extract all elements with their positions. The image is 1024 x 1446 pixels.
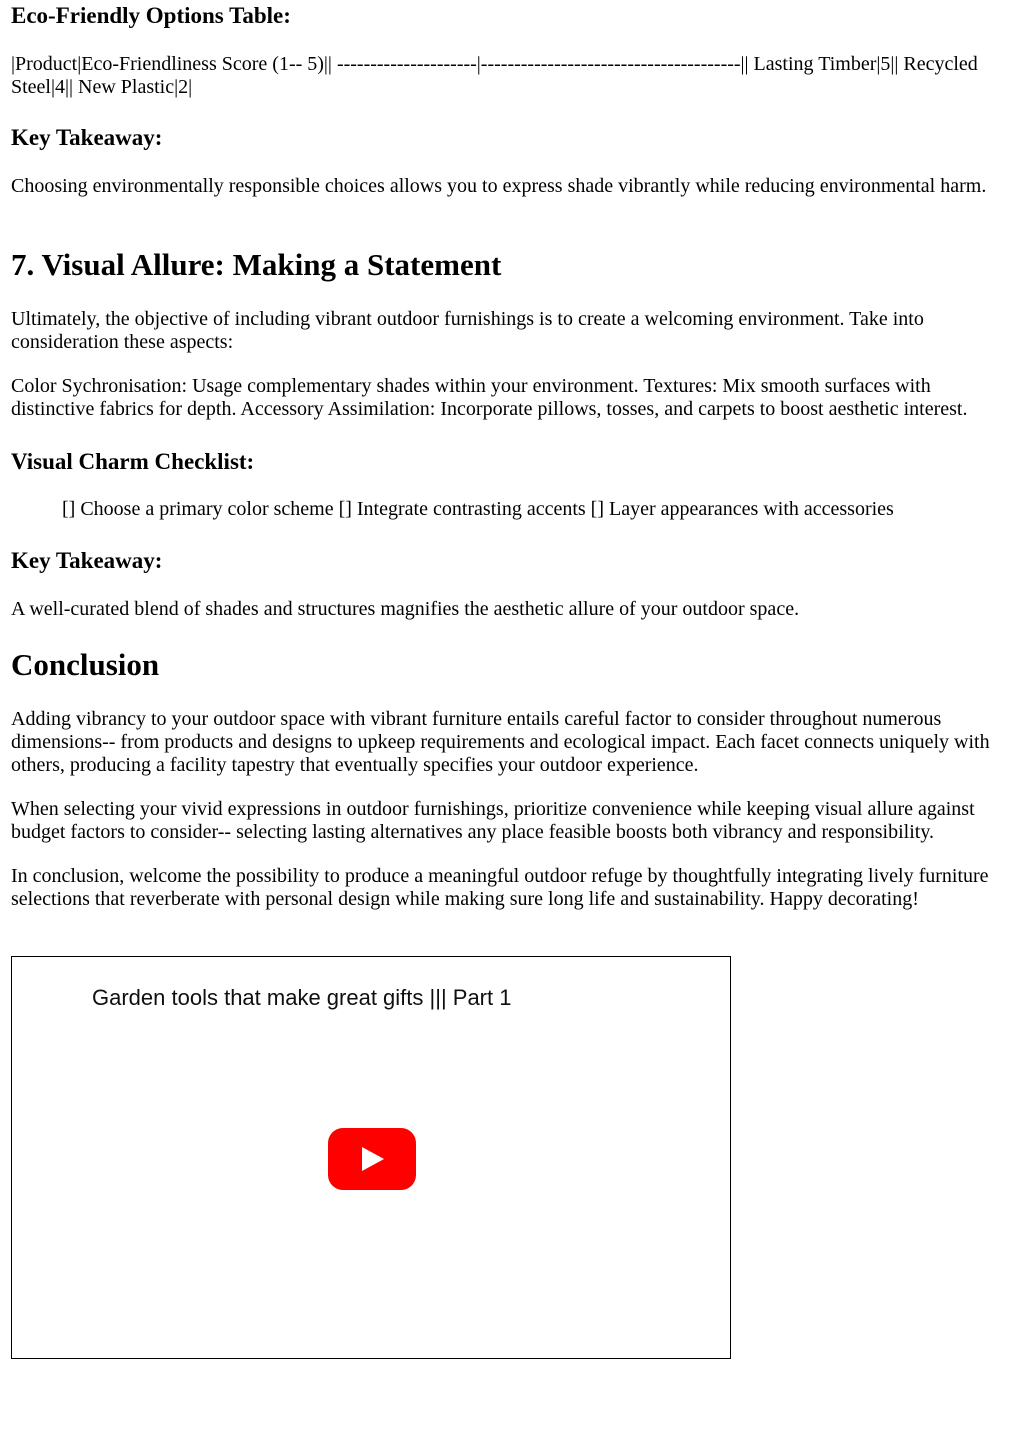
section-aspects: Color Sychronisation: Usage complementary shades within your environment. Textures: Mix smooth surfaces with distinctive fabrics for depth. Accessory Assimilation: Incorporate pillows, tosses, and carpets to boost aesthetic interest. [11,375,968,420]
conclusion-para-1: Adding vibrancy to your outdoor space with vibrant furniture entails careful factor to consider throughout numerous dimensions-- from products and designs to upkeep requirements and ecological impact. Each facet connects uniquely with others, producing a facility tapestry that eventually specifies your outdoor experience. [11,708,990,776]
checklist-heading: Visual Charm Checklist: [11,449,255,474]
video-embed[interactable] [11,956,731,1359]
play-button[interactable] [328,1128,416,1190]
eco-table-heading: Eco-Friendly Options Table: [11,3,291,28]
section-intro: Ultimately, the objective of including vibrant outdoor furnishings is to create a welcoming environment. Take into consideration these aspects: [11,308,924,353]
conclusion-heading: Conclusion [11,647,160,682]
key-takeaway-heading: Key Takeaway: [11,125,163,150]
checklist-items: [] Choose a primary color scheme [] Integrate contrasting accents [] Layer appearances with accessories [62,498,894,520]
conclusion-para-3: In conclusion, welcome the possibility to produce a meaningful outdoor refuge by thoughtfully integrating lively furniture selections that reverberate with personal design while making sure long life and sustainability. Happy decorating! [11,865,989,910]
section-heading: 7. Visual Allure: Making a Statement [11,247,502,282]
conclusion-para-2: When selecting your vivid expressions in outdoor furnishings, prioritize convenience while keeping visual allure against budget factors to consider-- selecting lasting alternatives any place feasible boosts both vibrancy and responsibility. [11,798,975,843]
key-takeaway-heading-2: Key Takeaway: [11,548,163,573]
play-icon [362,1147,384,1171]
eco-table-text: |Product|Eco-Friendliness Score (1-- 5)|| ---------------------|---------------------------------------|| Lasting Timber|5|| Recycled Steel|4|| New Plastic|2| [11,53,978,98]
key-takeaway-text-2: A well-curated blend of shades and structures magnifies the aesthetic allure of your outdoor space. [11,598,800,620]
key-takeaway-text: Choosing environmentally responsible choices allows you to express shade vibrantly while reducing environmental harm. [11,175,987,197]
video-title[interactable]: Garden tools that make great gifts ||| Part 1 [92,985,512,1010]
